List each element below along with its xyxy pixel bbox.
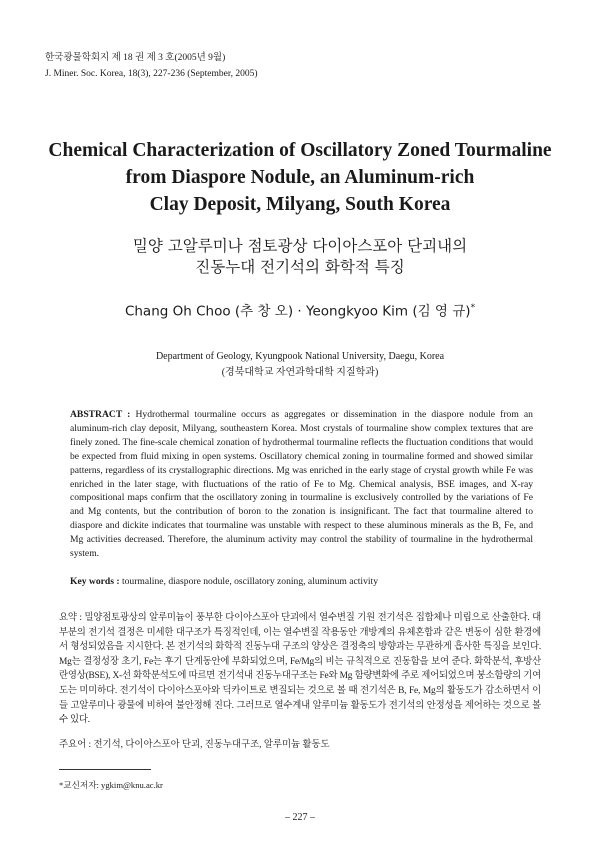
title-line-1: Chemical Characterization of Oscillatory Zoned Tourmaline: [48, 140, 552, 161]
keywords-text: tourmaline, diaspore nodule, oscillatory zoning, aluminum activity: [121, 576, 379, 587]
corresponding-author-email: *교신저자: ygkim@knu.ac.kr: [59, 780, 163, 790]
journal-header: [45, 50, 258, 82]
keywords-label: Key words :: [70, 576, 120, 587]
korean-abstract-label: 요약 :: [59, 613, 82, 623]
english-abstract: [70, 408, 533, 561]
korean-title-line-1: 밀양 고알루미나 점토광상 다이아스포아 단괴내의: [132, 237, 468, 255]
korean-abstract: [59, 611, 541, 728]
author-names: Chang Oh Choo (추 창 오) · Yeongkyoo Kim (김 영 규): [124, 303, 471, 320]
affiliation-korean: (경북대학교 자연과학대학 지질학과): [221, 367, 379, 378]
journal-citation-english: J. Miner. Soc. Korea, 18(3), 227-236 (September, 2005): [45, 69, 258, 79]
footnote: [59, 779, 163, 791]
page-number: – 227 –: [285, 812, 315, 823]
korean-keywords: [59, 738, 541, 752]
korean-title-line-2: 진동누대 전기석의 화학적 특징: [195, 258, 405, 276]
footnote-divider: [59, 769, 151, 770]
korean-keywords-text: 전기석, 다이아스포아 단괴, 진동누대구조, 알루미늄 활동도: [93, 740, 330, 750]
paper-title: [0, 137, 600, 218]
korean-keywords-label: 주요어 :: [59, 740, 92, 750]
author-line: [0, 298, 600, 322]
journal-citation-korean: 한국광물학회지 제 18 권 제 3 호(2005년 9월): [45, 53, 226, 63]
title-line-2: from Diaspore Nodule, an Aluminum-rich: [125, 167, 475, 188]
english-keywords: [70, 575, 540, 589]
title-line-3: Clay Deposit, Milyang, South Korea: [149, 194, 451, 215]
abstract-text: Hydrothermal tourmaline occurs as aggregates or dissemination in the diaspore nodule from an aluminum-rich clay deposit, Milyang, southeastern Korea. Most crystals of tourmaline show complex textures that are finely zoned. The fine-scale chemical zonation of hydrothermal tourmaline reflects the fluctuation conditions that would be expected from fluid mixing in open systems. Oscillatory chemical zoning in tourmaline formed and showed similar patterns, regardless of its crystallographic directions. Mg was enriched in the early stage of crystal growth while Fe was enriched in the later stage, with fluctuations of the ratio of Fe to Mg. Chemical analysis, BSE images, and X-ray compositional maps confirm that the oscillatory zoning in tourmaline is exclusively controlled by the variations of Fe and Mg contents, but the contribution of boron to the zonation is insignificant. The fact that tourmaline altered to diaspore and dickite indicates that tourmaline was unstable with respect to these aluminous minerals as the B, Fe, and Mg activities decreased. Therefore, the aluminum activity may control the stability of tourmaline in the hydrothermal system.: [70, 409, 533, 560]
corresponding-author-mark: *: [470, 303, 476, 313]
korean-title: [0, 236, 600, 278]
korean-abstract-text: 밀양점토광상의 알루미늄이 풍부한 다이아스포아 단괴에서 열수변질 기원 전기석은 집합체나 미립으로 산출한다. 대부분의 전기석 결정은 미세한 대구조가 특징적인데, 이는 열수변질 작용동안 개방계의 유체혼합과 같은 변동이 심한 환경에서 형성되었음을 지시한다. 본 전기석의 화학적 진동누대 구조의 양상은 결정축의 방향과는 무관하게 흡사한 특징을 보인다. Mg는 결정성장 초기, Fe는 후기 단계동안에 부화되었으며, Fe/Mg의 비는 규칙적으로 진동함을 보여 준다. 화학분석, 후방산란영상(BSE), X-선 화학분석도에 따르면 전기석내 진동누대구조는 Fe와 Mg 함량변화에 주로 제어되었으며 붕소함량의 기여도는 미미하다. 전기석이 다이아스포아와 딕카이트로 변질되는 것으로 볼 때 전기석은 B, Fe, Mg의 활동도가 감소하면서 이들 고알루미나 광물에 비하여 불안정해 진다. 그러므로 열수계내 알루미늄 활동도가 전기석의 안정성을 제어하는 것으로 볼 수 있다.: [59, 613, 541, 726]
abstract-label: ABSTRACT :: [70, 409, 131, 420]
affiliation-english: Department of Geology, Kyungpook National University, Daegu, Korea: [155, 351, 445, 362]
affiliation: [0, 349, 600, 381]
